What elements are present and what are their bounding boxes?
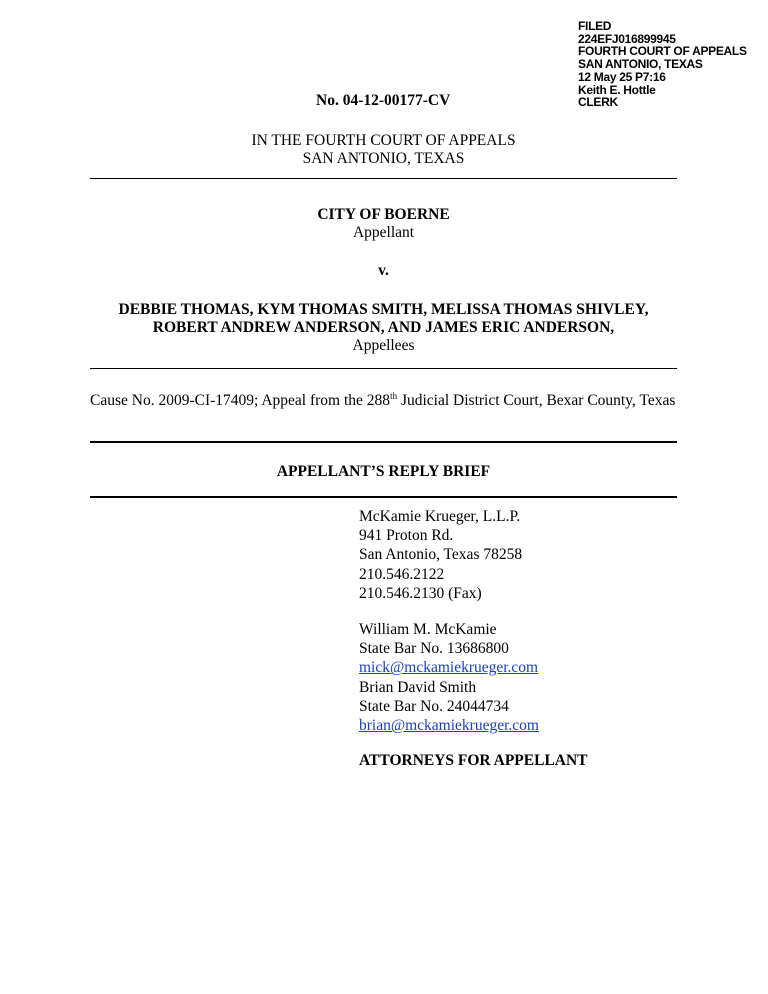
appellees-line-1: DEBBIE THOMAS, KYM THOMAS SMITH, MELISSA THOMAS SHIVLEY, xyxy=(118,301,649,318)
attorneys-for: ATTORNEYS FOR APPELLANT xyxy=(359,752,588,769)
attorney-bar-number: State Bar No. 13686800 xyxy=(359,640,509,658)
stamp-line: 224EFJ016899945 xyxy=(578,31,676,46)
ordinal-suffix: th xyxy=(390,390,398,401)
firm-block xyxy=(359,507,522,603)
appellant-role: Appellant xyxy=(352,224,415,241)
attorney-name: Brian David Smith xyxy=(359,678,477,696)
firm-city: San Antonio, Texas 78258 xyxy=(359,546,523,564)
appellant-name: CITY OF BOERNE xyxy=(317,206,450,223)
firm-phone: 210.546.2122 xyxy=(359,565,445,583)
firm-fax: 210.546.2130 (Fax) xyxy=(359,584,482,602)
attorneys-block xyxy=(359,620,539,735)
stamp-line: Keith E. Hottle xyxy=(578,82,656,97)
cause-text-end: Judicial District Court, Bexar County, Texas xyxy=(397,392,676,409)
attorney-email-link[interactable]: mick@mckamiekrueger.com xyxy=(359,659,539,677)
stamp-line: SAN ANTONIO, TEXAS xyxy=(578,57,703,72)
cause-statement xyxy=(90,391,677,411)
divider xyxy=(90,178,677,179)
versus: v. xyxy=(378,262,389,279)
court-name: IN THE FOURTH COURT OF APPEALS xyxy=(251,132,516,149)
stamp-line: FILED xyxy=(578,19,612,33)
appellees-line-2: ROBERT ANDREW ANDERSON, AND JAMES ERIC ANDERSON, xyxy=(152,319,615,336)
firm-name: McKamie Krueger, L.L.P. xyxy=(359,508,521,525)
court-location: SAN ANTONIO, TEXAS xyxy=(302,150,465,167)
filing-stamp xyxy=(578,20,747,109)
appellees-role: Appellees xyxy=(352,337,415,354)
attorney-email-link[interactable]: brian@mckamiekrueger.com xyxy=(359,717,539,735)
divider xyxy=(90,441,677,443)
brief-title: APPELLANT’S REPLY BRIEF xyxy=(276,463,491,480)
cause-text: Cause No. 2009-CI-17409; Appeal from the 288 xyxy=(90,392,391,409)
attorney-name: William M. McKamie xyxy=(359,621,497,638)
divider xyxy=(90,368,677,369)
stamp-line: FOURTH COURT OF APPEALS xyxy=(578,44,747,59)
stamp-line: CLERK xyxy=(578,95,618,110)
stamp-line: 12 May 25 P7:16 xyxy=(578,69,666,84)
case-number: No. 04-12-00177-CV xyxy=(316,92,451,109)
attorney-bar-number: State Bar No. 24044734 xyxy=(359,697,509,715)
divider xyxy=(90,496,677,498)
firm-street: 941 Proton Rd. xyxy=(359,527,454,545)
